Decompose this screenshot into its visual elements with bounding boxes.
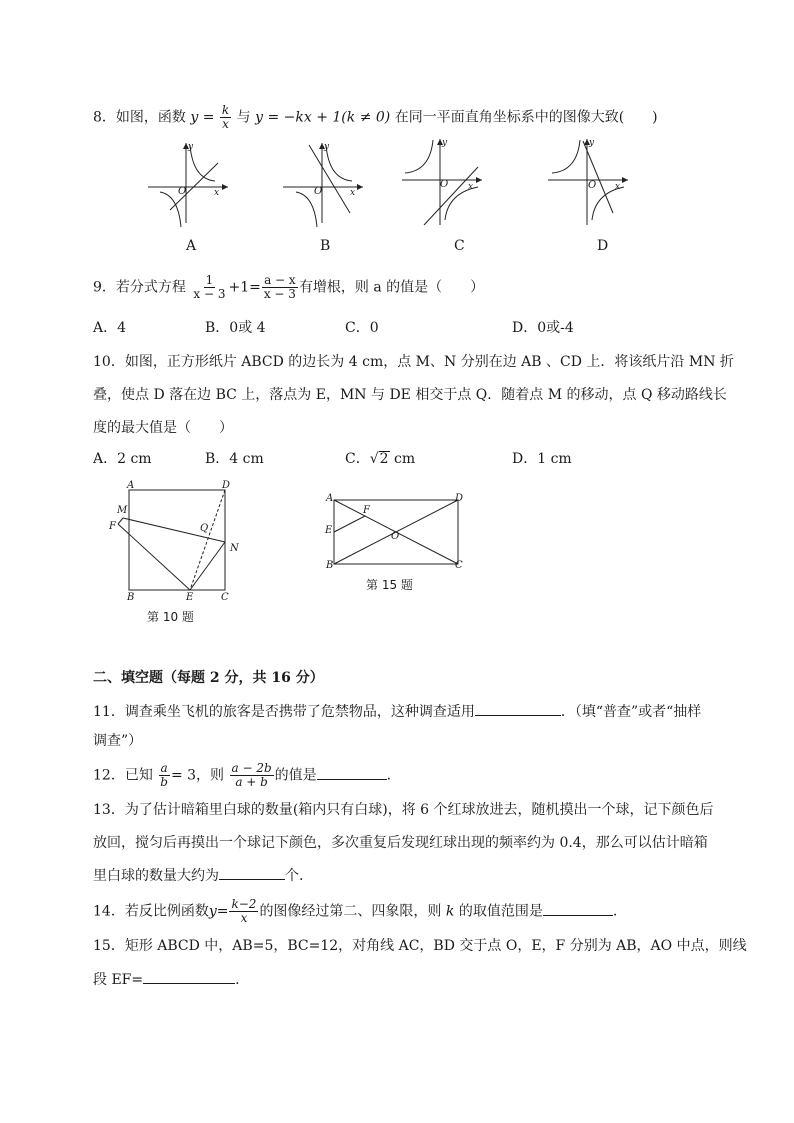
q9-option-b[interactable]: B．0或 4: [205, 320, 266, 336]
q8-fraction: $\frac{k}{x}$: [221, 103, 230, 131]
graph-c-x-label: x: [468, 182, 474, 192]
q15-line2: 段 EF= .: [93, 969, 240, 990]
q11-answer-blank[interactable]: [475, 701, 561, 716]
q10-option-c-radicand: 2: [379, 451, 389, 467]
q12-fraction-2: $\frac{a - 2b}{a + b}$: [231, 761, 272, 789]
q13-line2: 放回，搅匀后再摸出一个球记下颜色，多次重复后发现红球出现的频率约为 0.4，那么可以估计暗箱: [93, 835, 708, 851]
graph-a-x-label: x: [214, 188, 220, 198]
q14-answer-blank[interactable]: [543, 901, 613, 916]
graph-a-y-label: y: [188, 142, 194, 152]
q12-fraction-1: $\frac{a}{b}$: [160, 761, 168, 789]
q13-line3: 里白球的数量大约为 个.: [93, 865, 303, 886]
graph-b-x-label: x: [350, 188, 356, 198]
graph-b-y-label: y: [324, 142, 330, 152]
q10-figure: [108, 480, 268, 605]
graph-label-d: D: [597, 238, 609, 254]
q15-label-o: O: [391, 531, 400, 542]
q15-label-d: D: [455, 493, 464, 504]
q10-label-q: Q: [200, 523, 209, 534]
q10-label-d: D: [222, 480, 231, 491]
q10-option-d[interactable]: D．1 cm: [512, 451, 572, 467]
q9-fraction-2: $\frac{a - x}{x - 3}$: [263, 273, 296, 301]
graph-a: [148, 143, 228, 227]
graph-b-origin: O: [314, 186, 323, 197]
q9-option-c[interactable]: C．0: [345, 320, 379, 336]
q10-label-a: A: [127, 480, 135, 491]
section-2-title: 二、填空题（每题 2 分，共 16 分）: [93, 670, 324, 686]
q15-line1: 15．矩形 ABCD 中，AB=5，BC=12，对角线 AC，BD 交于点 O，E，F 分别为 AB，AO 中点，则线: [93, 938, 747, 954]
q15-label-e: E: [325, 525, 333, 536]
graph-a-origin: O: [178, 186, 187, 197]
q9-option-d[interactable]: D．0或-4: [512, 320, 574, 336]
graph-label-a: A: [186, 238, 197, 254]
graph-c-y-label: y: [442, 138, 448, 148]
q10-label-m: M: [117, 505, 128, 516]
q15-label-b: B: [326, 560, 334, 571]
graph-label-c: C: [454, 238, 465, 254]
q10-option-c[interactable]: C．√2 cm: [345, 451, 416, 467]
graph-d-x-label: x: [615, 182, 621, 192]
q14-fraction: $\frac{k-2}{x}$: [231, 897, 257, 925]
graph-label-b: B: [320, 238, 331, 254]
graph-d-origin: O: [588, 180, 597, 191]
q11-line1: 11．调查乘坐飞机的旅客是否携带了危禁物品，这种调查适用 ．（填“普查”或者“抽样: [93, 701, 701, 722]
q9-fraction-1: $\frac{1}{x - 3}$: [193, 273, 226, 301]
q10-label-e: E: [186, 592, 194, 603]
graph-d-y-label: y: [589, 138, 595, 148]
graph-c-origin: O: [440, 179, 449, 190]
q15-label-f: F: [363, 505, 370, 516]
q12-stem: 12．已知 $\frac{a}{b}$ = 3，则 $\frac{a - 2b}{a + b}$ 的值是 .: [93, 761, 392, 789]
q15-label-c: C: [455, 560, 463, 571]
q15-caption: 第 15 题: [366, 578, 413, 592]
q10-label-f: F: [109, 521, 116, 532]
q10-line3: 度的最大值是（ ）: [93, 420, 233, 436]
q15-answer-blank[interactable]: [143, 969, 235, 984]
q10-option-b[interactable]: B．4 cm: [205, 451, 264, 467]
q10-label-n: N: [230, 543, 239, 554]
q8-stem: 8．如图，函数 y = $\frac{k}{x}$ 与 y = −kx + 1(k ≠ 0) 在同一平面直角坐标系中的图像大致( ): [93, 103, 658, 131]
q13-answer-blank[interactable]: [219, 865, 285, 880]
q8-graphs: [0, 135, 794, 255]
q10-caption: 第 10 题: [147, 610, 194, 624]
q10-line2: 叠，使点 D 落在边 BC 上，落点为 E，MN 与 DE 相交于点 Q．随着点 M 的移动，点 Q 移动路线长: [93, 387, 727, 403]
q11-line2: 调查”）: [93, 733, 143, 749]
q9-stem: 9．若分式方程 $\frac{1}{x - 3}$ +1= $\frac{a - x}{x - 3}$ 有增根，则 a 的值是（ ）: [93, 273, 485, 301]
graph-b: [283, 143, 363, 227]
q10-option-a[interactable]: A．2 cm: [93, 451, 152, 467]
q10-line1: 10．如图，正方形纸片 ABCD 的边长为 4 cm，点 M、N 分别在边 AB 、CD 上．将该纸片沿 MN 折: [93, 354, 734, 370]
q12-answer-blank[interactable]: [317, 765, 387, 780]
q10-label-c: C: [221, 592, 229, 603]
q9-option-a[interactable]: A．4: [93, 320, 127, 336]
q10-label-b: B: [127, 592, 135, 603]
q15-label-a: A: [326, 493, 334, 504]
q13-line1: 13．为了估计暗箱里白球的数量(箱内只有白球)，将 6 个红球放进去，随机摸出一个球，记下颜色后: [93, 802, 714, 818]
q14-stem: 14．若反比例函数y= $\frac{k-2}{x}$ 的图像经过第二、四象限，则 k 的取值范围是 .: [93, 897, 618, 925]
